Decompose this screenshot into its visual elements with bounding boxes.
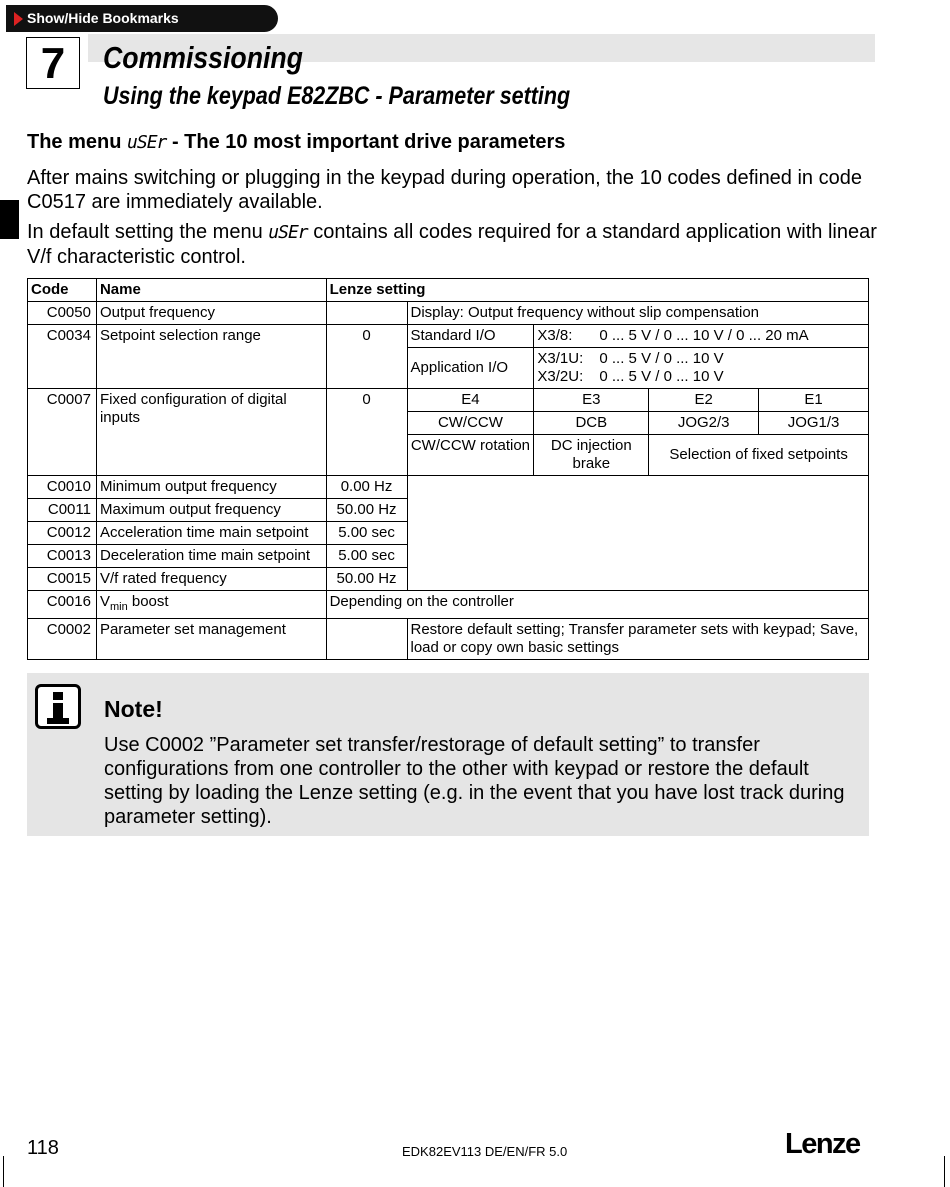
lenze-logo: Lenze xyxy=(785,1128,860,1160)
name-cell: Setpoint selection range xyxy=(96,325,326,389)
value-cell: 50.00 Hz xyxy=(326,568,407,591)
value-cell: 0 xyxy=(326,389,407,476)
section-title-prefix: The menu xyxy=(27,131,122,153)
info-cell: Depending on the controller xyxy=(326,591,868,619)
name-cell: Output frequency xyxy=(96,302,326,325)
code-cell: C0016 xyxy=(28,591,97,619)
parameter-table xyxy=(27,278,869,660)
code-cell: C0010 xyxy=(28,476,97,499)
table-row xyxy=(28,302,869,325)
input-cell: E1 xyxy=(759,389,869,412)
description-cell: CW/CCW rotation xyxy=(407,435,534,476)
header-name: Name xyxy=(96,279,326,302)
input-cell: E2 xyxy=(649,389,759,412)
intro-paragraph-1: After mains switching or plugging in the keypad during operation, the 10 codes defined in code C0517 are immediately available. xyxy=(27,167,862,213)
range-value: 0 ... 5 V / 0 ... 10 V xyxy=(599,368,724,385)
table-row xyxy=(28,619,869,660)
value-cell: 0 xyxy=(326,325,407,389)
name-cell xyxy=(96,591,326,619)
name-cell: Minimum output frequency xyxy=(96,476,326,499)
code-cell: C0015 xyxy=(28,568,97,591)
code-cell: C0050 xyxy=(28,302,97,325)
info-icon xyxy=(35,684,81,729)
code-cell: C0034 xyxy=(28,325,97,389)
menu-display-glyph: uSEr xyxy=(268,222,308,243)
note-title: Note! xyxy=(104,696,163,722)
info-cell: Display: Output frequency without slip compensation xyxy=(407,302,869,325)
name-cell: Maximum output frequency xyxy=(96,499,326,522)
table-row xyxy=(28,591,869,619)
empty-cell xyxy=(407,476,869,591)
info-cell: Restore default setting; Transfer parameter sets with keypad; Save, load or copy own basic settings xyxy=(407,619,869,660)
header-code: Code xyxy=(28,279,97,302)
code-cell: C0013 xyxy=(28,545,97,568)
range-value: 0 ... 5 V / 0 ... 10 V xyxy=(599,350,724,367)
intro-p2-pre: In default setting the menu xyxy=(27,221,263,243)
terminal-label: X3/2U: xyxy=(537,368,584,385)
code-cell: C0012 xyxy=(28,522,97,545)
input-cell: E3 xyxy=(534,389,649,412)
name-cell: Parameter set management xyxy=(96,619,326,660)
table-header-row xyxy=(28,279,869,302)
code-cell: C0007 xyxy=(28,389,97,476)
table-row xyxy=(28,389,869,412)
menu-display-glyph: uSEr xyxy=(127,132,167,153)
show-hide-bookmarks-button[interactable] xyxy=(6,5,278,32)
name-cell: Acceleration time main setpoint xyxy=(96,522,326,545)
chapter-number: 7 xyxy=(26,37,80,89)
name-v: V xyxy=(99,593,110,610)
function-cell: DCB xyxy=(534,412,649,435)
value-cell: 5.00 sec xyxy=(326,545,407,568)
crop-mark xyxy=(3,1156,4,1187)
function-cell: JOG2/3 xyxy=(649,412,759,435)
margin-marker xyxy=(0,200,19,239)
value-cell xyxy=(326,302,407,325)
description-cell: Selection of fixed setpoints xyxy=(649,435,869,476)
chapter-title: Commissioning xyxy=(103,40,303,75)
code-cell: C0002 xyxy=(28,619,97,660)
name-cell: Deceleration time main setpoint xyxy=(96,545,326,568)
io-range-cell xyxy=(534,348,869,389)
terminal-label: X3/8: xyxy=(537,327,573,344)
value-cell xyxy=(326,619,407,660)
bookmarks-label: Show/Hide Bookmarks xyxy=(27,10,179,26)
name-cell: V/f rated frequency xyxy=(96,568,326,591)
page-number: 118 xyxy=(27,1137,59,1159)
io-label-cell: Application I/O xyxy=(407,348,534,389)
intro-paragraph-2 xyxy=(27,220,877,269)
table-row xyxy=(28,325,869,348)
value-cell: 5.00 sec xyxy=(326,522,407,545)
intro-p2-post: contains all codes required for a standard application with linear V/f characteristic control. xyxy=(27,221,877,268)
table-row xyxy=(28,476,869,499)
function-cell: CW/CCW xyxy=(407,412,534,435)
function-cell: JOG1/3 xyxy=(759,412,869,435)
input-cell: E4 xyxy=(407,389,534,412)
io-range-cell xyxy=(534,325,869,348)
terminal-label: X3/1U: xyxy=(537,350,584,367)
code-cell: C0011 xyxy=(28,499,97,522)
name-subscript: min xyxy=(109,601,128,613)
range-value: 0 ... 5 V / 0 ... 10 V / 0 ... 20 mA xyxy=(599,327,809,344)
section-title-suffix: - The 10 most important drive parameters xyxy=(171,131,566,153)
triangle-right-icon xyxy=(14,12,23,26)
value-cell: 50.00 Hz xyxy=(326,499,407,522)
document-id: EDK82EV113 DE/EN/FR 5.0 xyxy=(402,1144,568,1159)
io-label-cell: Standard I/O xyxy=(407,325,534,348)
header-lenze-setting: Lenze setting xyxy=(326,279,868,302)
value-cell: 0.00 Hz xyxy=(326,476,407,499)
section-title xyxy=(27,131,565,154)
description-cell: DC injection brake xyxy=(534,435,649,476)
note-body: Use C0002 ”Parameter set transfer/restorage of default setting” to transfer configurations from one controller to the other with keypad or restore the default setting by loading the Lenze setting (e.g. in the event that you have lost track during parameter setting). xyxy=(104,734,845,828)
chapter-subtitle: Using the keypad E82ZBC - Parameter setting xyxy=(103,82,571,110)
crop-mark xyxy=(944,1156,945,1187)
name-cell: Fixed configuration of digital inputs xyxy=(96,389,326,476)
name-rest: boost xyxy=(127,593,169,610)
